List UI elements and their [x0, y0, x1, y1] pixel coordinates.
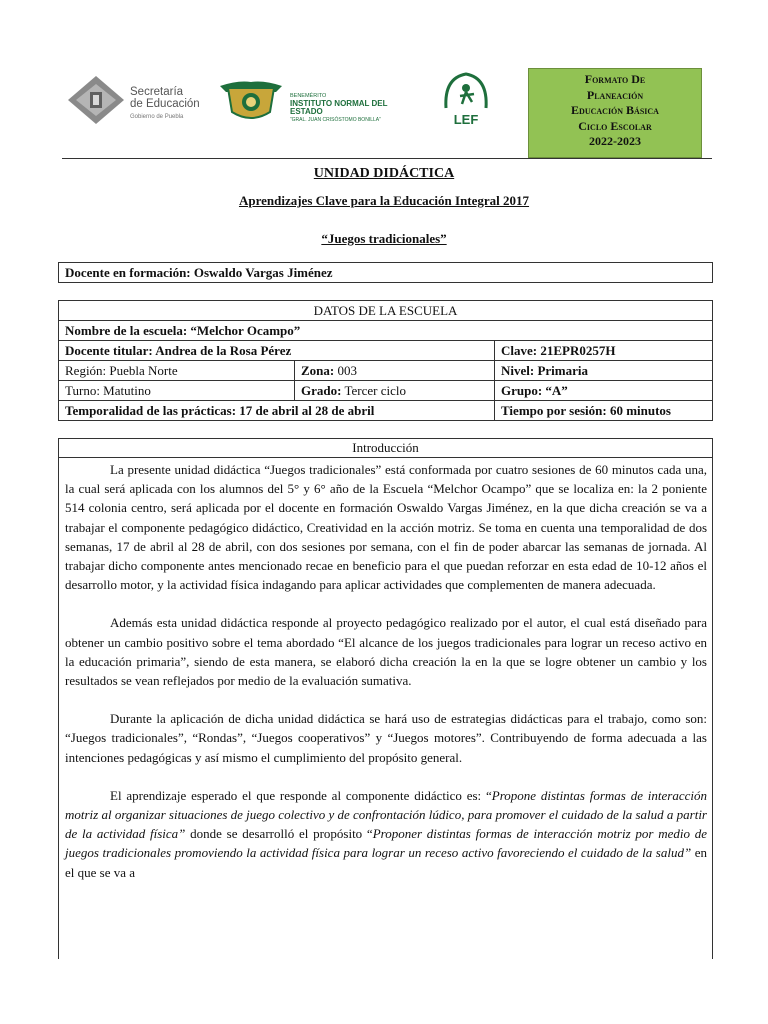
sep-emblem-icon	[66, 74, 126, 126]
table-row	[59, 401, 713, 421]
lef-logo-label: LEF	[453, 112, 479, 127]
table-row	[59, 361, 713, 381]
school-zona-value: 003	[334, 363, 357, 378]
format-box	[528, 68, 702, 158]
intro-paragraph-2: Además esta unidad didáctica responde al proyecto pedagógico realizado por el autor, el cual está diseñado para obtener un cambio positivo sobre el tema abordado “El alcance de los juegos tradicionales para lograr un receso activo en la educación primaria”, siendo de esta manera, se elaboró dicha creación la en la que se logre obtener un cambio y los resultados se vean reflejados por medio de la evaluación sumativa.	[65, 615, 707, 689]
iness-logo-line2: INSTITUTO NORMAL DEL ESTADO	[290, 99, 388, 116]
intro-section	[58, 438, 713, 959]
table-row	[59, 301, 713, 321]
school-grado-value: Tercer ciclo	[341, 383, 406, 398]
format-line1: Formato De	[584, 72, 646, 86]
intro-heading: Introducción	[59, 439, 712, 458]
sep-logo-line2: de Educación	[130, 98, 200, 110]
iness-logo-line1: BENEMÉRITO	[290, 93, 327, 99]
format-line3: Educación Básica	[571, 103, 659, 117]
intro-p4-text-c: donde se desarrolló el propósito “	[185, 826, 373, 842]
table-row	[59, 381, 713, 401]
unit-subtitle: Aprendizajes Clave para la Educación Integral 2017	[238, 193, 530, 208]
school-data-table	[58, 300, 713, 421]
school-region: Región: Puebla Norte	[59, 361, 295, 381]
iness-logo-line3: “GRAL. JUAN CRISÓSTOMO BONILLA”	[290, 117, 381, 123]
intro-p4-text-a: El aprendizaje esperado el que responde al componente didáctico es: “	[110, 787, 492, 803]
docente-box: Docente en formación: Oswaldo Vargas Jiménez	[58, 262, 713, 283]
sep-logo-line1: Secretaría	[130, 86, 184, 98]
format-line4: Ciclo Escolar	[578, 118, 652, 133]
table-row	[59, 321, 713, 341]
school-grado	[295, 381, 495, 401]
intro-p4-quote-aprendizaje: Propone distintas formas de interacción motriz al organizar situaciones de juego colectivo y de confrontación lúdico, para promover el cuidado de la salud a partir de la actividad física”	[65, 787, 707, 842]
intro-p4-quote-proposito: Proponer distintas formas de interacción motriz por medio de juegos tradicionales promoviendo la actividad física para lograr un receso activo favoreciendo el cuidado de la salud”	[65, 826, 707, 861]
school-grupo: Grupo: “A”	[495, 381, 713, 401]
school-clave: Clave: 21EPR0257H	[495, 341, 713, 361]
school-heading: DATOS DE LA ESCUELA	[59, 301, 713, 321]
lef-logo	[440, 68, 492, 128]
school-temporalidad: Temporalidad de las prácticas: 17 de abril al 28 de abril	[59, 401, 495, 421]
sep-logo-line3: Gobierno de Puebla	[130, 114, 184, 120]
school-tiempo: Tiempo por sesión: 60 minutos	[495, 401, 713, 421]
sep-logo	[66, 70, 202, 130]
school-titular: Docente titular: Andrea de la Rosa Pérez	[59, 341, 495, 361]
school-zona	[295, 361, 495, 381]
unit-title: UNIDAD DIDÁCTICA	[313, 166, 455, 181]
school-nivel: Nivel: Primaria	[495, 361, 713, 381]
intro-paragraph-3: Durante la aplicación de dicha unidad didáctica se hará uso de estrategias didácticas para el trabajo, como son: “Juegos tradicionales”, “Rondas”, “Juegos cooperativos” y “Juegos motores”. Contribuyendo de forma adecuada a las intenciones pedagógicas y así mismo el cumplimiento del propósito general.	[65, 711, 707, 765]
iness-shield-icon	[218, 78, 284, 124]
table-row	[59, 341, 713, 361]
school-name: Nombre de la escuela: “Melchor Ocampo”	[59, 321, 713, 341]
intro-paragraph-4	[65, 786, 707, 882]
intro-body	[59, 458, 712, 882]
school-turno: Turno: Matutino	[59, 381, 295, 401]
format-line5: 2022-2023	[589, 134, 641, 148]
intro-paragraph-1: La presente unidad didáctica “Juegos tradicionales” está conformada por cuatro sesiones de 60 minutos cada una, la cual será aplicada con los alumnos del 5° y 6° año de la Escuela “Melchor Ocampo” que se localiza en: la 2 poniente 514 colonia centro, será aplicada por el docente en formación Oswaldo Vargas Jiménez, en la que dicha creación se va a trabajar el componente pedagógico didáctico, Creatividad en la acción motriz. Se toma en cuenta una temporalidad de dos semanas, 17 de abril al 28 de abril, con dos sesiones por semana, con el fin de poder abarcar las semanas de jornada. Al trabajar dicho componente antes mencionado recae en beneficio para el que puedan reforzar en esta edad de 10-12 años el desarrollo motor, y la actividad física indagando para aplicar actividades que complementen de manera adecuada.	[65, 462, 707, 593]
school-zona-label: Zona:	[301, 363, 335, 378]
format-line2: Planeación	[586, 87, 644, 102]
intro-p4-text-e: en el que se va a	[65, 845, 707, 880]
iness-logo	[218, 78, 418, 126]
school-grado-label: Grado:	[301, 383, 342, 398]
header-divider	[62, 158, 712, 159]
lef-emblem-icon	[440, 68, 492, 128]
unit-name: “Juegos tradicionales”	[321, 231, 447, 246]
